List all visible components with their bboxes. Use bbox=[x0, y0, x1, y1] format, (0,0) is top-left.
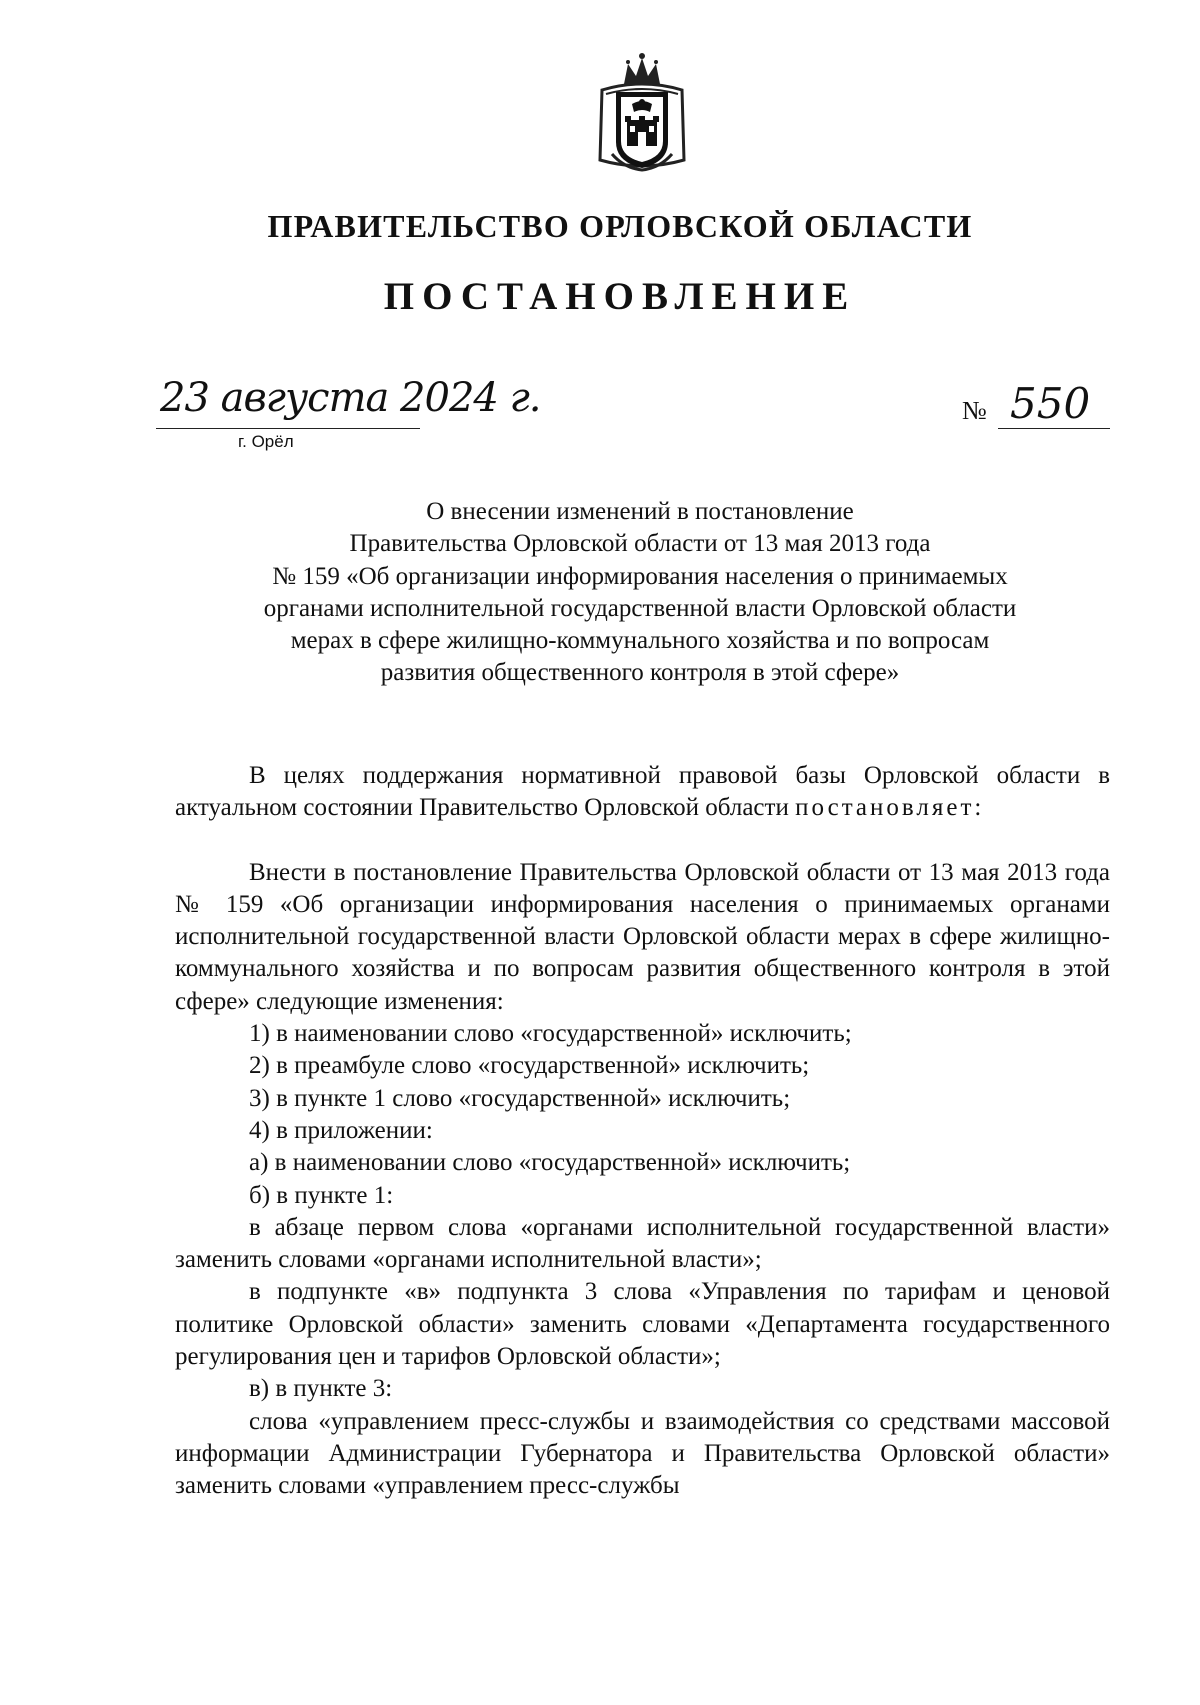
heading-line: О внесении изменений в постановление bbox=[426, 498, 854, 525]
list-item: 3) в пункте 1 слово «государственной» исключить; bbox=[249, 1084, 791, 1112]
document-heading bbox=[160, 496, 1120, 690]
heading-line: мерах в сфере жилищно-коммунального хозяйства и по вопросам bbox=[290, 627, 990, 655]
document-type: ПОСТАНОВЛЕНИЕ bbox=[383, 275, 857, 318]
list-item: 2) в преамбуле слово «государственной» исключить; bbox=[249, 1052, 810, 1080]
organization-title: ПРАВИТЕЛЬСТВО ОРЛОВСКОЙ ОБЛАСТИ bbox=[267, 208, 973, 244]
list-item: а) в наименовании слово «государственной» исключить; bbox=[249, 1149, 851, 1177]
date-underline bbox=[156, 428, 420, 429]
resolves-verb: постановляет: bbox=[795, 794, 985, 822]
heading-line: Правительства Орловской области от 13 мая 2013 года bbox=[349, 530, 931, 558]
document-body bbox=[175, 760, 1110, 1503]
heading-line: органами исполнительной государственной власти Орловской области bbox=[263, 594, 1017, 622]
sub-paragraph: в абзаце первом слова «органами исполнительной государственной власти» заменить словами «органами исполнительной власти»; bbox=[175, 1213, 1110, 1274]
coat-of-arms-emblem bbox=[594, 50, 690, 176]
city-label: г. Орёл bbox=[238, 432, 294, 451]
main-paragraph: Внести в постановление Правительства Орловской области от 13 мая 2013 года № 159 «Об организации информирования населения о принимаемых органами исполнительной государственной власти Орловской области мерах в сфере жилищно-коммунального хозяйства и по вопросам развития общественного контроля в этой сфере» следующие изменения: bbox=[175, 858, 1110, 1015]
list-item: 1) в наименовании слово «государственной» исключить; bbox=[249, 1020, 852, 1048]
list-item: 4) в приложении: bbox=[249, 1116, 433, 1144]
sub-paragraph: в подпункте «в» подпункта 3 слова «Управления по тарифам и ценовой политике Орловской области» заменить словами «Департамента государственного регулирования цен и тарифов Орловской области»; bbox=[175, 1278, 1110, 1371]
intro-paragraph bbox=[175, 760, 1110, 825]
handwritten-number: 550 bbox=[1010, 379, 1091, 428]
heading-line: № 159 «Об организации информирования населения о принимаемых bbox=[272, 562, 1008, 590]
last-paragraph: слова «управлением пресс-службы и взаимодействия со средствами массовой информации Администрации Губернатора и Правительства Орловской области» заменить словами «управлением пресс-службы bbox=[175, 1407, 1110, 1500]
number-label: № bbox=[962, 396, 987, 425]
number-underline bbox=[998, 428, 1110, 429]
list-item: в) в пункте 3: bbox=[249, 1375, 393, 1403]
intro-text: В целях поддержания нормативной правовой базы Орловской области в актуальном состоянии Правительство Орловской области bbox=[175, 762, 1110, 822]
list-item: б) в пункте 1: bbox=[249, 1181, 394, 1209]
heading-line: развития общественного контроля в этой сфере» bbox=[380, 659, 900, 687]
handwritten-date: 23 августа 2024 г. bbox=[160, 375, 541, 421]
